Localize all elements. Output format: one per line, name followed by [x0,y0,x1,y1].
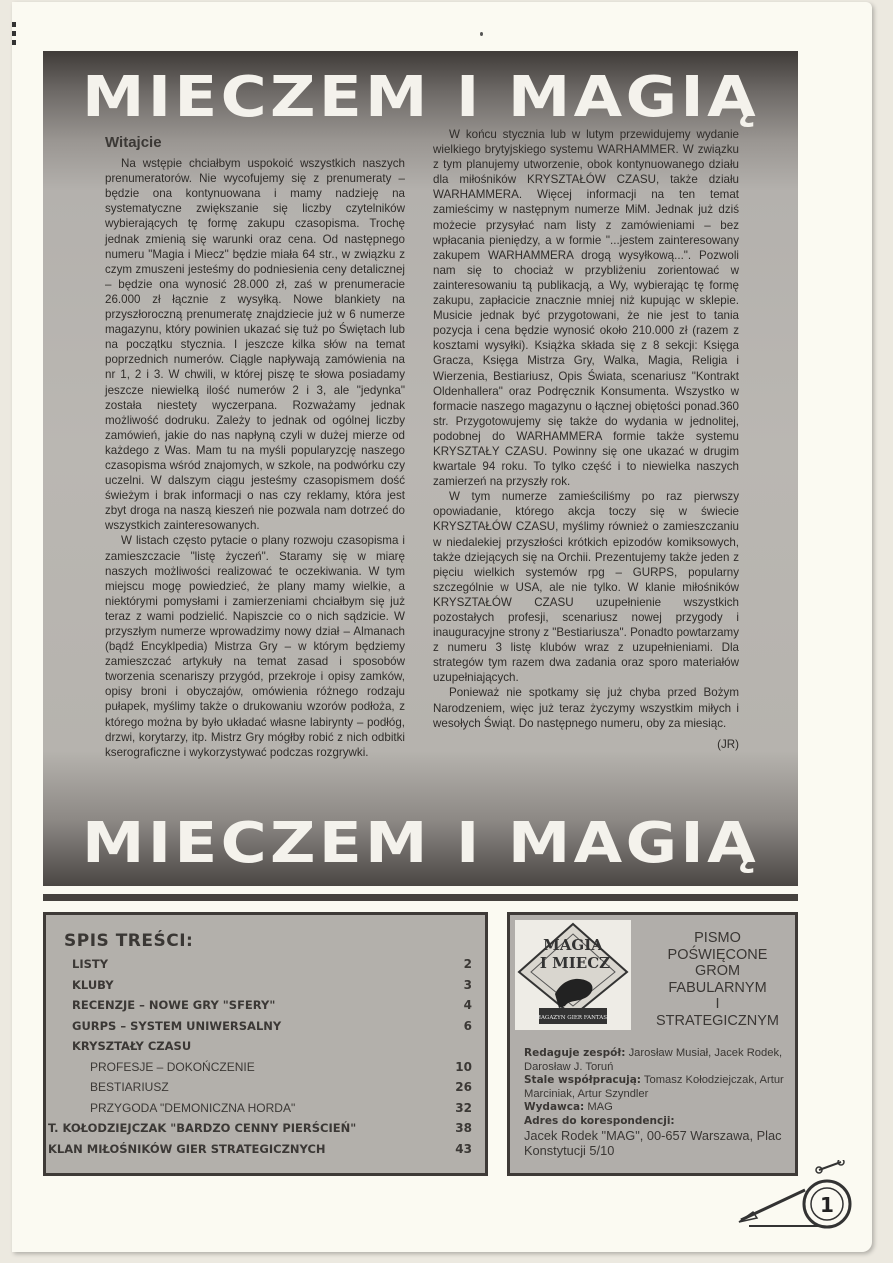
toc-entry-label: KRYSZTAŁY CZASU [72,1039,192,1053]
toc-entry-label: BESTIARIUSZ [90,1080,169,1094]
toc-entry[interactable] [48,1142,472,1163]
magazine-logo-icon [515,920,631,1030]
svg-text:MAGAZYN GIER FANTASY: MAGAZYN GIER FANTASY [535,1015,611,1021]
magazine-tagline [645,930,790,1029]
toc-entry-page: 4 [463,998,472,1012]
toc-entry-page: 32 [455,1100,472,1115]
toc-subentry[interactable] [72,1101,472,1122]
address-label: Adres do korespondencji: [524,1114,675,1127]
credit-publisher: Wydawca: MAG [524,1101,613,1113]
magazine-logo [515,920,631,1030]
tagline-line: GROM [694,963,741,979]
tagline-line: I [715,996,720,1012]
table-of-contents [43,912,488,1176]
toc-entry-label: KLAN MIŁOŚNIKÓW GIER STRATEGICZNYCH [48,1141,326,1156]
binding-marks [12,22,18,42]
masthead-title-top: MIECZEM I MAGIĄ [81,65,760,130]
divider-rule [43,894,798,901]
credit-editors: Redaguje zespół: Jarosław Musiał, Jacek Rodek, Darosław J. Toruń [524,1047,783,1073]
toc-entry-label: LISTY [72,957,109,971]
tagline-line: PISMO [694,930,741,946]
toc-entry-label: KLUBY [72,977,114,992]
toc-entry-label: PROFESJE – DOKOŃCZENIE [90,1059,255,1074]
tagline-line: STRATEGICZNYM [656,1012,779,1029]
svg-text:1: 1 [820,1193,834,1217]
editorial-paragraph: Ponieważ nie spotkamy się już chyba przed Bożym Narodzeniem, więc już teraz życzymy wszystkim miłych i wesołych Świąt. Do następnego numeru, oby za miesiąc. [433,686,739,730]
editorial-paragraph: W listach często pytacie o plany rozwoju czasopisma i zamieszczacie "listę życzeń". Staramy się w miarę naszych możliwości realizować te oczekiwania. W tym miejscu mogę powiedzieć, że plany mamy wielkie, a niektórymi pomysłami i zamierzeniami chciałbym się już teraz z wami podzielić. Napiszcie co o nich sądzicie. W przyszłym numerze wprowadzimy nowy dział – Almanach (bądź Encyklpedia) Mistrza Gry – w którym będziemy zamieszczać artykuły na temat zasad i sposobów tworzenia scenariszy przygód, przekroje i opisy zamków, opisy broni i obyczajów, omówienia różnego rodzaju pułapek, myślimy także o drukowaniu wzorów podłoża, z którego można by było układać własne labirynty – podłóg, drzwi, korytarzy, itp. Mistrz Gry mógłby robić z nich odbitki kserograficzne i wykorzystywać podczas rozgrywki. [105,534,405,759]
toc-entry-page: 2 [463,957,472,971]
toc-entry[interactable] [72,978,472,999]
toc-entry[interactable] [72,1019,472,1040]
correspondence-address: Jacek Rodek "MAG", 00-657 Warszawa, Plac Konstytucji 5/10 [524,1128,782,1158]
toc-entry[interactable] [72,957,472,978]
masthead-title-bottom: MIECZEM I MAGIĄ [81,811,760,876]
toc-subentry[interactable] [72,1060,472,1081]
svg-text:MAGIA: MAGIA [543,936,603,954]
editorial-heading: Witajcie [105,134,162,151]
toc-list [48,957,472,1162]
toc-entry-label: PRZYGODA "DEMONICZNA HORDA" [90,1100,296,1115]
editorial-right-column [433,127,739,752]
tagline-line: POŚWIĘCONE [667,946,768,963]
toc-title: SPIS TREŚCI: [64,931,194,951]
toc-section-heading [72,1039,472,1060]
editorial-paragraph: Na wstępie chciałbym uspokoić wszystkich naszych prenumeratorów. Nie wycofujemy się z prenumeraty – będzie ona kontynuowana i mamy nadzieję na systematyczne zwiększanie się liczby czytelników wybierających tę formę zakupu czasopisma. Trochę jednak zmienią się warunki oraz cena. Od następnego numeru "Magia i Miecz" będzie miała 64 str., w związku z czym zmuszeni jesteśmy do podniesienia ceny detalicznej – będzie ona wynosić 28.000 zł, zaś w prenumeracie 26.000 zł łącznie z wysyłką. Nowe blankiety na przyszłoroczną prenumeratę znajdziecie już w 6 numerze magazynu, który powinien ukazać się tuż po Świętach lub na początku stycznia. I jeszcze kilka słów na temat poprzednich numerów. Ciągle napływają zamówienia na nr 1, 2 i 3. W chwili, w której piszę te słowa posiadamy jeszcze niewielką ilość numerów 2 i 3, ale "jedynka" została niestety wyczerpana. Rozważamy jednak możliwość dodruku. Zależy to jednak od ogólnej liczby zamówień, jakie do nas napłyną czyli w dużej mierze od każdego z Was. Mam tu na myśli popularyzcję naszego czasopisma wśród znajomych, w szkole, na podwórku czy uczelni. W dalszym ciągu jesteśmy czasopismem dość świeżym i brak informacji o nas czy reklamy, która jest zbyt droga na naszą kieszeń nie pozwala nam dotrzeć do wszystkich zainteresowanych. [105,157,405,533]
toc-entry-page: 38 [455,1121,472,1135]
editorial-paragraph: W końcu stycznia lub w lutym przewidujemy wydanie wielkiego brytyjskiego systemu WARHAMMER. W związku z tym planujemy utworzenie, obok kontynuowanego działu dla miłośników KRYSZTAŁÓW CZASU, także działu WARHAMMERA. Więcej informacji na ten temat zamieścimy w następnym numerze MiM. Jednak już dziś możecie przysyłać nam listy z zamówieniami – bez wpłacania pieniędzy, a w formie "...jestem zainteresowany zakupem WARHAMMERA drogą wysyłkową...". Pozwoli nam się to chociaż w przybliżeniu zorientować w zainteresowaniu tą publikacją, a Wy, wybierając tę formę zakupu, zapłacicie znacznie mniej niż kupując w sklepie. Musicie jednak być przygotowani, że nie jest to tania pozycja i cena będzie wynosić około 210.000 zł (razem z kosztami wysyłki). Książka składa się z 8 sekcji: Księga Gracza, Księga Mistrza Gry, Walka, Magia, Religia i Wierzenia, Bestiariusz, Opis Świata, scenariusz "Kontrakt Oldenhallera" oraz Podręcznik Konsumenta. Wszystko w formacie naszego magazynu o łącznej obiętości ponad.360 str. Przygotowujemy się także do wydania w jednolitej, podobnej do WARHAMMERA formie także systemu KRYSZTAŁY CZASU. Powinny się one ukazać w drugim kwartale 94 roku. To tylko część i to niewielka naszych zamierzeń na przyszły rok. [433,128,739,489]
toc-entry-page: 6 [463,1018,472,1033]
toc-entry[interactable] [72,998,472,1019]
toc-entry-label: GURPS – SYSTEM UNIWERSALNY [72,1018,282,1033]
masthead-info-box [507,912,798,1176]
editorial-left-column [105,131,405,760]
toc-entry-label: T. KOŁODZIEJCZAK "BARDZO CENNY PIERŚCIEŃ" [48,1121,357,1135]
editorial-paragraph: W tym numerze zamieściliśmy po raz pierwszy opowiadanie, którego akcja toczy się w świecie KRYSZTAŁÓW CZASU, myślimy również o zamieszczaniu w niedalekiej przyszłości krótkich epizodów komiksowych, także dziejących się na Orchii. Prezentujemy także jeden z pięciu wielkich systemów rpg – GURPS, popularny szczególnie w USA, ale nie tylko. W klanie miłośników KRYSZTAŁÓW CZASU uzupełnienie wszystkich pozostałych profesji, scenariusz nowej przygody i inauguracyjne strony z "Bestiariusza". Ponadto powtarzamy z numeru 3 listę klubów wraz z uzupełnieniami. Dla strategów tym razem dwa zadania oraz sporo materiałów uzupełniających. [433,490,739,685]
editorial-credits [524,1047,792,1158]
toc-entry-label: RECENZJE – NOWE GRY "SFERY" [72,998,276,1012]
sword-wheel-icon [735,1160,855,1240]
toc-entry-page: 43 [455,1141,472,1156]
editorial-signature: (JR) [717,737,739,751]
toc-entry-page: 10 [455,1059,472,1074]
toc-subentry[interactable] [72,1080,472,1101]
tagline-line: FABULARNYM [668,979,767,996]
page-number-badge [735,1160,855,1240]
toc-entry[interactable] [48,1121,472,1142]
toc-entry-page: 26 [455,1080,472,1094]
print-speck [480,32,483,36]
toc-entry-page: 3 [463,977,472,992]
credit-contributors: Stale współpracują: Tomasz Kołodziejczak, Artur Marciniak, Artur Szyndler [524,1074,784,1100]
svg-text:I MIECZ: I MIECZ [539,954,611,972]
editorial-panel [43,51,798,886]
